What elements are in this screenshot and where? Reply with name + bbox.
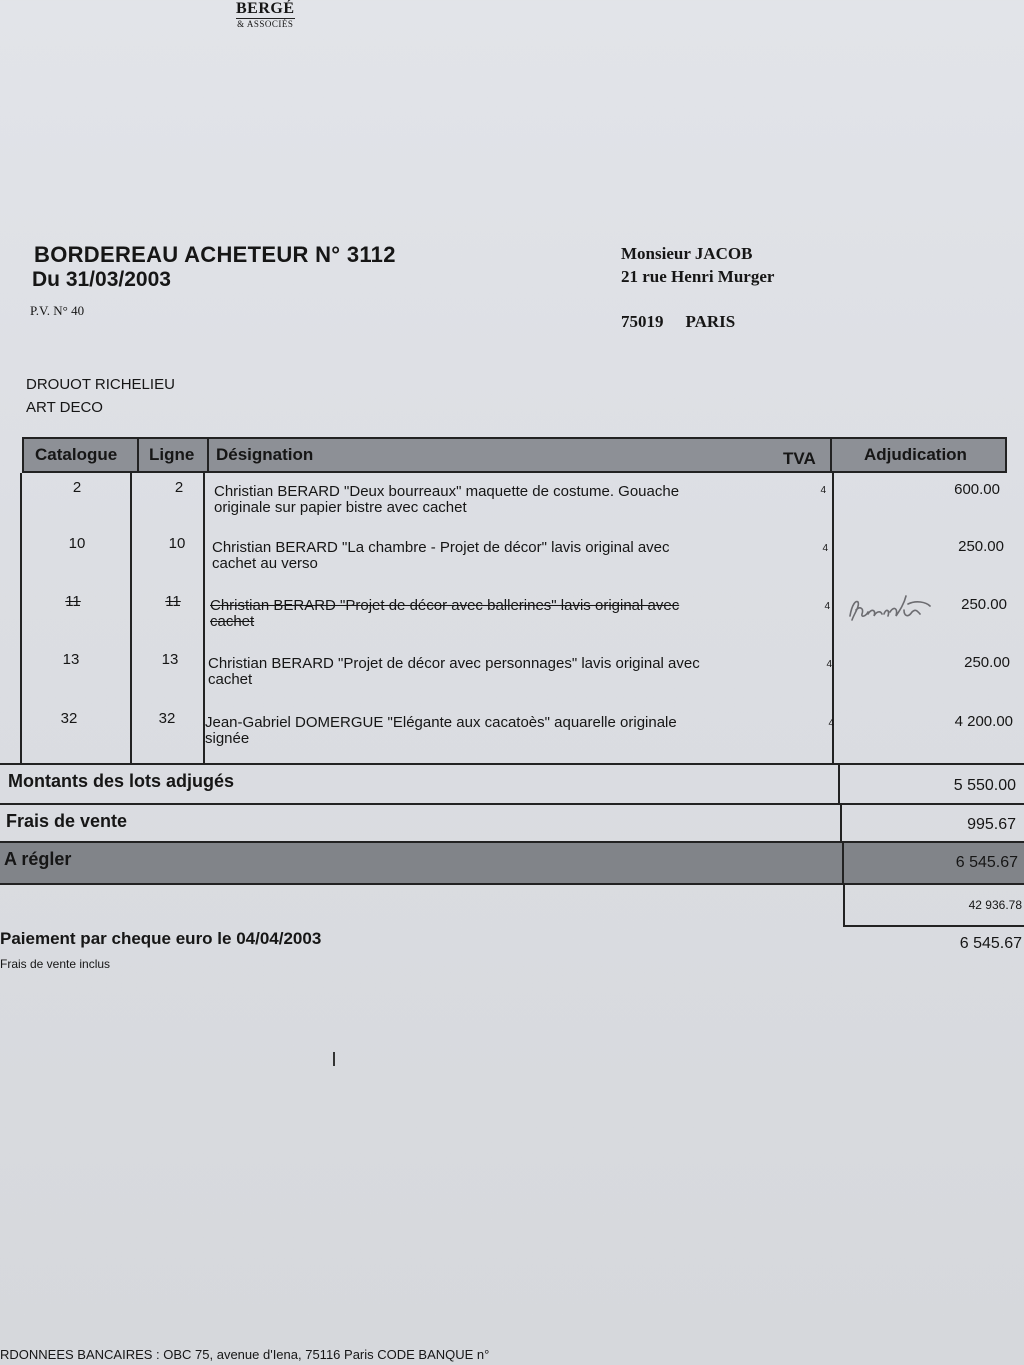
venue-sale: ART DECO bbox=[26, 399, 103, 416]
row-designation: Christian BERARD "Projet de décor avec ballerines" lavis original avec cachet bbox=[210, 597, 680, 630]
lots-total-value: 5 550.00 bbox=[953, 777, 1016, 794]
row-designation: Christian BERARD "Deux bourreaux" maquette de costume. Gouache originale sur papier bistre avec cachet bbox=[214, 483, 680, 516]
stray-mark bbox=[333, 1052, 335, 1066]
row-catalogue: 32 bbox=[60, 710, 78, 727]
header-catalogue: Catalogue bbox=[35, 445, 118, 464]
document-title: BORDEREAU ACHETEUR N° 3112 bbox=[34, 242, 396, 267]
extra-amount-box bbox=[843, 883, 1024, 927]
a-regler-label: A régler bbox=[4, 849, 72, 869]
buyer-name: Monsieur JACOB bbox=[621, 244, 753, 263]
table-row bbox=[22, 535, 1024, 593]
row-ligne: 32 bbox=[158, 710, 176, 727]
row-adjudication: 4 200.00 bbox=[954, 713, 1013, 730]
row-tva: 4 bbox=[820, 485, 826, 496]
table-row bbox=[22, 651, 1024, 709]
row-ligne: 13 bbox=[161, 651, 179, 668]
frais-label: Frais de vente bbox=[6, 811, 128, 831]
header-ligne: Ligne bbox=[149, 445, 195, 464]
buyer-street: 21 rue Henri Murger bbox=[621, 267, 775, 286]
a-regler-value: 6 545.67 bbox=[955, 854, 1018, 871]
row-designation: Christian BERARD "La chambre - Projet de décor" lavis original avec cachet au verso bbox=[212, 539, 670, 572]
row-adjudication: 250.00 bbox=[961, 596, 1007, 613]
buyer-postcode: 75019 bbox=[621, 312, 664, 331]
row-catalogue: 10 bbox=[68, 535, 86, 552]
row-ligne: 2 bbox=[174, 479, 184, 496]
payment-text: Paiement par cheque euro le 04/04/2003 bbox=[0, 929, 322, 948]
row-catalogue: 2 bbox=[72, 479, 82, 496]
document-date: Du 31/03/2003 bbox=[32, 268, 171, 291]
pv-number: P.V. N° 40 bbox=[30, 303, 85, 318]
row-lots-total bbox=[0, 763, 1024, 805]
header-adjudication: Adjudication bbox=[864, 445, 967, 464]
row-a-regler bbox=[0, 841, 1024, 885]
bank-details: RDONNEES BANCAIRES : OBC 75, avenue d'Iena, 75116 Paris CODE BANQUE n° bbox=[0, 1347, 490, 1362]
row-tva: 4 bbox=[822, 543, 828, 554]
frais-value: 995.67 bbox=[967, 816, 1016, 833]
header-designation: Désignation bbox=[216, 445, 314, 464]
handwritten-vendu-signature bbox=[846, 590, 932, 626]
row-catalogue: 11 bbox=[65, 593, 81, 610]
row-designation: Christian BERARD "Projet de décor avec personnages" lavis original avec cachet bbox=[208, 655, 700, 688]
extra-amount-value: 42 936.78 bbox=[968, 898, 1022, 912]
header-tva: TVA bbox=[783, 449, 816, 468]
row-ligne: 11 bbox=[165, 593, 181, 610]
logo-subtitle: & ASSOCIÉS bbox=[237, 19, 294, 29]
logo-name: BERGÉ bbox=[236, 0, 295, 17]
table-row bbox=[22, 479, 1024, 537]
buyer-city: PARIS bbox=[685, 312, 736, 331]
row-tva: 4 bbox=[824, 601, 830, 612]
lots-total-label: Montants des lots adjugés bbox=[8, 771, 235, 791]
payment-value: 6 545.67 bbox=[959, 935, 1022, 952]
row-tva: 4 bbox=[826, 659, 832, 670]
row-adjudication: 600.00 bbox=[954, 481, 1000, 498]
row-frais bbox=[0, 803, 1024, 843]
buyer-city-line bbox=[621, 312, 735, 332]
table-row bbox=[22, 710, 1024, 768]
row-ligne: 10 bbox=[168, 535, 186, 552]
table-header bbox=[22, 437, 1007, 473]
row-adjudication: 250.00 bbox=[964, 654, 1010, 671]
venue-place: DROUOT RICHELIEU bbox=[26, 376, 175, 393]
row-catalogue: 13 bbox=[62, 651, 80, 668]
payment-note: Frais de vente inclus bbox=[0, 957, 111, 971]
row-adjudication: 250.00 bbox=[958, 538, 1004, 555]
row-designation: Jean-Gabriel DOMERGUE "Elégante aux cacatoès" aquarelle originale signée bbox=[205, 714, 677, 747]
company-logo bbox=[236, 0, 295, 29]
row-tva: 4 bbox=[828, 718, 834, 729]
